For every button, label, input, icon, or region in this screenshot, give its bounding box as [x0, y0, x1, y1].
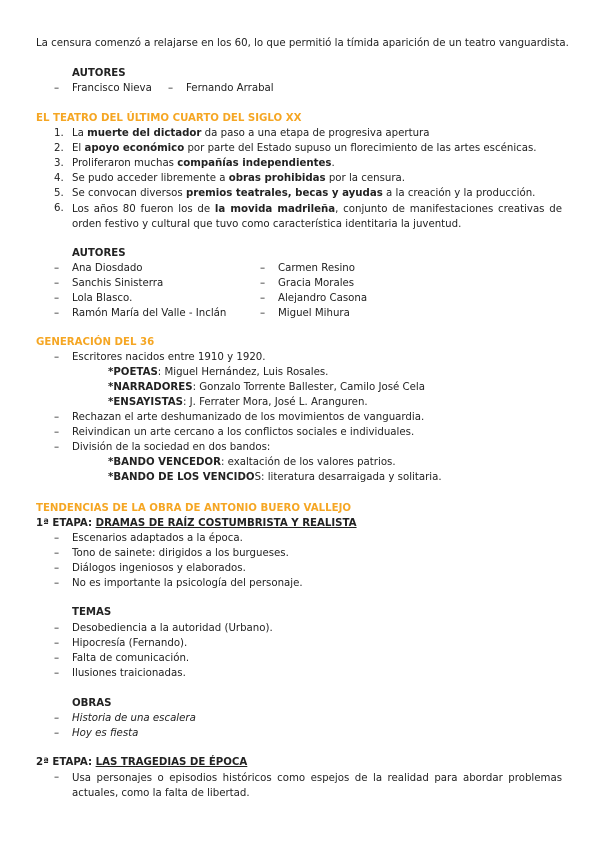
bullet-dash: – — [260, 263, 266, 274]
bullet-dash: – — [54, 638, 60, 649]
bullet-dash: – — [54, 728, 60, 739]
section-title: TENDENCIAS DE LA OBRA DE ANTONIO BUERO VALLEJO — [36, 503, 352, 514]
sub-item: *BANDO VENCEDOR: exaltación de los valores patrios. — [108, 457, 396, 468]
bullet-dash: – — [54, 352, 60, 363]
bullet-dash: – — [54, 668, 60, 679]
autores-heading: AUTORES — [72, 68, 126, 79]
bullet-dash: – — [54, 563, 60, 574]
list-item: Falta de comunicación. — [72, 653, 190, 664]
intro-paragraph: La censura comenzó a relajarse en los 60, lo que permitió la tímida aparición de un teatro vanguardista. — [36, 38, 569, 49]
list-item: Usa personajes o episodios históricos como espejos de la realidad para abordar problemas actuales, como la falta de libertad. — [72, 773, 562, 799]
list-number: 2. — [54, 143, 64, 154]
autor-item: Ana Diosdado — [72, 263, 143, 274]
list-item: Diálogos ingeniosos y elaborados. — [72, 563, 246, 574]
autor-item: Sanchis Sinisterra — [72, 278, 164, 289]
obra-item: Hoy es fiesta — [72, 728, 139, 739]
list-item: Desobediencia a la autoridad (Urbano). — [72, 623, 273, 634]
bullet-dash: – — [54, 772, 60, 783]
list-item: Se pudo acceder libremente a obras prohibidas por la censura. — [72, 173, 406, 184]
list-item: Tono de sainete: dirigidos a los burgueses. — [72, 548, 289, 559]
autor-item: Fernando Arrabal — [186, 83, 274, 94]
bullet-dash: – — [260, 278, 266, 289]
list-item: Los años 80 fueron los de la movida madrileña, conjunto de manifestaciones creativas de orden festivo y cultural que tuvo como característica identitaria la juventud. — [72, 204, 562, 230]
bullet-dash: – — [54, 83, 60, 94]
bullet-dash: – — [54, 263, 60, 274]
list-number: 6. — [54, 203, 64, 214]
bullet-dash: – — [54, 442, 60, 453]
list-item: La muerte del dictador da paso a una etapa de progresiva apertura — [72, 128, 430, 139]
bullet-dash: – — [54, 427, 60, 438]
bullet-dash: – — [54, 623, 60, 634]
section-title: GENERACIÓN DEL 36 — [36, 337, 155, 348]
obra-item: Historia de una escalera — [72, 713, 196, 724]
bullet-dash: – — [54, 533, 60, 544]
autores-heading: AUTORES — [72, 248, 126, 259]
sub-item: *ENSAYISTAS: J. Ferrater Mora, José L. Aranguren. — [108, 397, 368, 408]
autor-item: Lola Blasco. — [72, 293, 133, 304]
bullet-dash: – — [260, 308, 266, 319]
bullet-dash: – — [54, 293, 60, 304]
bullet-dash: – — [54, 412, 60, 423]
bullet-dash: – — [260, 293, 266, 304]
sub-item: *POETAS: Miguel Hernández, Luis Rosales. — [108, 367, 329, 378]
autor-item: Ramón María del Valle - Inclán — [72, 308, 227, 319]
list-item: Hipocresía (Fernando). — [72, 638, 188, 649]
temas-heading: TEMAS — [72, 607, 112, 618]
list-item: El apoyo económico por parte del Estado supuso un florecimiento de las artes escénicas. — [72, 143, 537, 154]
etapa-heading: 1ª ETAPA: DRAMAS DE RAÍZ COSTUMBRISTA Y REALISTA — [36, 518, 357, 529]
list-item: Escenarios adaptados a la época. — [72, 533, 243, 544]
list-item: No es importante la psicología del personaje. — [72, 578, 303, 589]
bullet-dash: – — [54, 653, 60, 664]
list-number: 3. — [54, 158, 64, 169]
autor-item: Gracia Morales — [278, 278, 355, 289]
list-item: Escritores nacidos entre 1910 y 1920. — [72, 352, 266, 363]
list-item: Reivindican un arte cercano a los conflictos sociales e individuales. — [72, 427, 415, 438]
list-item: Ilusiones traicionadas. — [72, 668, 186, 679]
list-number: 4. — [54, 173, 64, 184]
autor-item: Carmen Resino — [278, 263, 355, 274]
etapa-heading: 2ª ETAPA: LAS TRAGEDIAS DE ÉPOCA — [36, 757, 248, 768]
bullet-dash: – — [54, 578, 60, 589]
list-number: 5. — [54, 188, 64, 199]
bullet-dash: – — [54, 308, 60, 319]
autor-item: Alejandro Casona — [278, 293, 368, 304]
sub-item: *BANDO DE LOS VENCIDOS: literatura desarraigada y solitaria. — [108, 472, 442, 483]
list-number: 1. — [54, 128, 64, 139]
obras-heading: OBRAS — [72, 698, 112, 709]
list-item: Rechazan el arte deshumanizado de los movimientos de vanguardia. — [72, 412, 425, 423]
list-item: Se convocan diversos premios teatrales, becas y ayudas a la creación y la producción. — [72, 188, 536, 199]
sub-item: *NARRADORES: Gonzalo Torrente Ballester, Camilo José Cela — [108, 382, 425, 393]
section-title: EL TEATRO DEL ÚLTIMO CUARTO DEL SIGLO XX — [36, 113, 302, 124]
autor-item: Miguel Mihura — [278, 308, 350, 319]
list-item: División de la sociedad en dos bandos: — [72, 442, 271, 453]
list-item: Proliferaron muchas compañías independientes. — [72, 158, 335, 169]
bullet-dash: – — [54, 278, 60, 289]
bullet-dash: – — [54, 548, 60, 559]
autor-item: Francisco Nieva — [72, 83, 152, 94]
bullet-dash: – — [168, 83, 174, 94]
bullet-dash: – — [54, 713, 60, 724]
